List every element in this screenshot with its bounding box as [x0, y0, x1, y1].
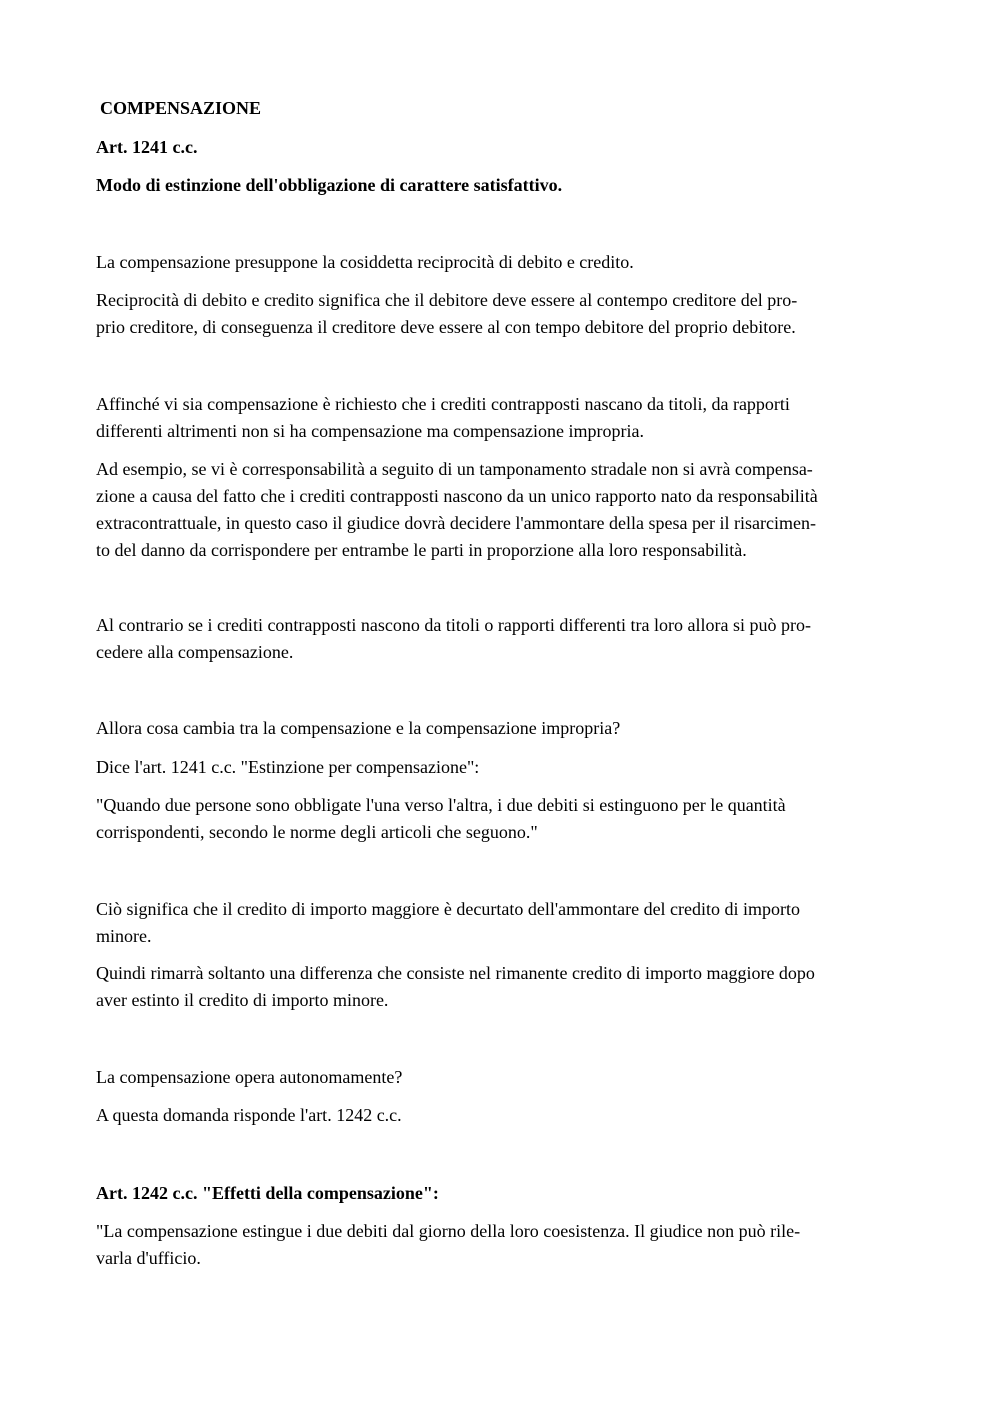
paragraph-line: aver estinto il credito di importo minore. — [96, 990, 389, 1010]
paragraph-line: Affinché vi sia compensazione è richiesto che i crediti contrapposti nascano da titoli, da rapporti — [96, 394, 790, 414]
paragraph-line: "La compensazione estingue i due debiti dal giorno della loro coesistenza. Il giudice non può rile- — [96, 1221, 801, 1241]
paragraph-line: La compensazione opera autonomamente? — [96, 1067, 403, 1087]
paragraph-line: prio creditore, di conseguenza il creditore deve essere al con tempo debitore del proprio debitore. — [96, 317, 796, 337]
paragraph-line: extracontrattuale, in questo caso il giudice dovrà decidere l'ammontare della spesa per il risarcimen- — [96, 513, 816, 533]
paragraph-line: zione a causa del fatto che i crediti contrapposti nascono da un unico rapporto nato da responsabilità — [96, 486, 818, 506]
document-subtitle: Modo di estinzione dell'obbligazione di carattere satisfattivo. — [96, 175, 563, 195]
paragraph-line: Al contrario se i crediti contrapposti nascono da titoli o rapporti differenti tra loro allora si può pro- — [96, 615, 811, 635]
paragraph-line: differenti altrimenti non si ha compensazione ma compensazione impropria. — [96, 421, 644, 441]
paragraph-line: Ad esempio, se vi è corresponsabilità a seguito di un tamponamento stradale non si avrà compensa- — [96, 459, 813, 479]
paragraph-line: Quindi rimarrà soltanto una differenza che consiste nel rimanente credito di importo maggiore dopo — [96, 963, 815, 983]
paragraph-line: "Quando due persone sono obbligate l'una verso l'altra, i due debiti si estinguono per le quantità — [96, 795, 786, 815]
paragraph-line: Ciò significa che il credito di importo maggiore è decurtato dell'ammontare del credito di importo — [96, 899, 801, 919]
document-title: COMPENSAZIONE — [100, 98, 262, 118]
paragraph-line: minore. — [96, 926, 152, 946]
paragraph-line: Allora cosa cambia tra la compensazione e la compensazione impropria? — [96, 718, 621, 738]
paragraph-line: cedere alla compensazione. — [96, 642, 294, 662]
paragraph-line: to del danno da corrispondere per entrambe le parti in proporzione alla loro responsabilità. — [96, 540, 747, 560]
paragraph-line: varla d'ufficio. — [96, 1248, 201, 1268]
paragraph-line: Dice l'art. 1241 c.c. "Estinzione per compensazione": — [96, 757, 480, 777]
paragraph-line: A questa domanda risponde l'art. 1242 c.c. — [96, 1105, 402, 1125]
article-heading: Art. 1241 c.c. — [96, 137, 198, 157]
paragraph-line: Reciprocità di debito e credito significa che il debitore deve essere al contempo creditore del pro- — [96, 290, 798, 310]
paragraph-line: corrispondenti, secondo le norme degli articoli che seguono." — [96, 822, 538, 842]
article-1242-heading: Art. 1242 c.c. "Effetti della compensazione": — [96, 1183, 439, 1203]
paragraph-line: La compensazione presuppone la cosiddetta reciprocità di debito e credito. — [96, 252, 634, 272]
